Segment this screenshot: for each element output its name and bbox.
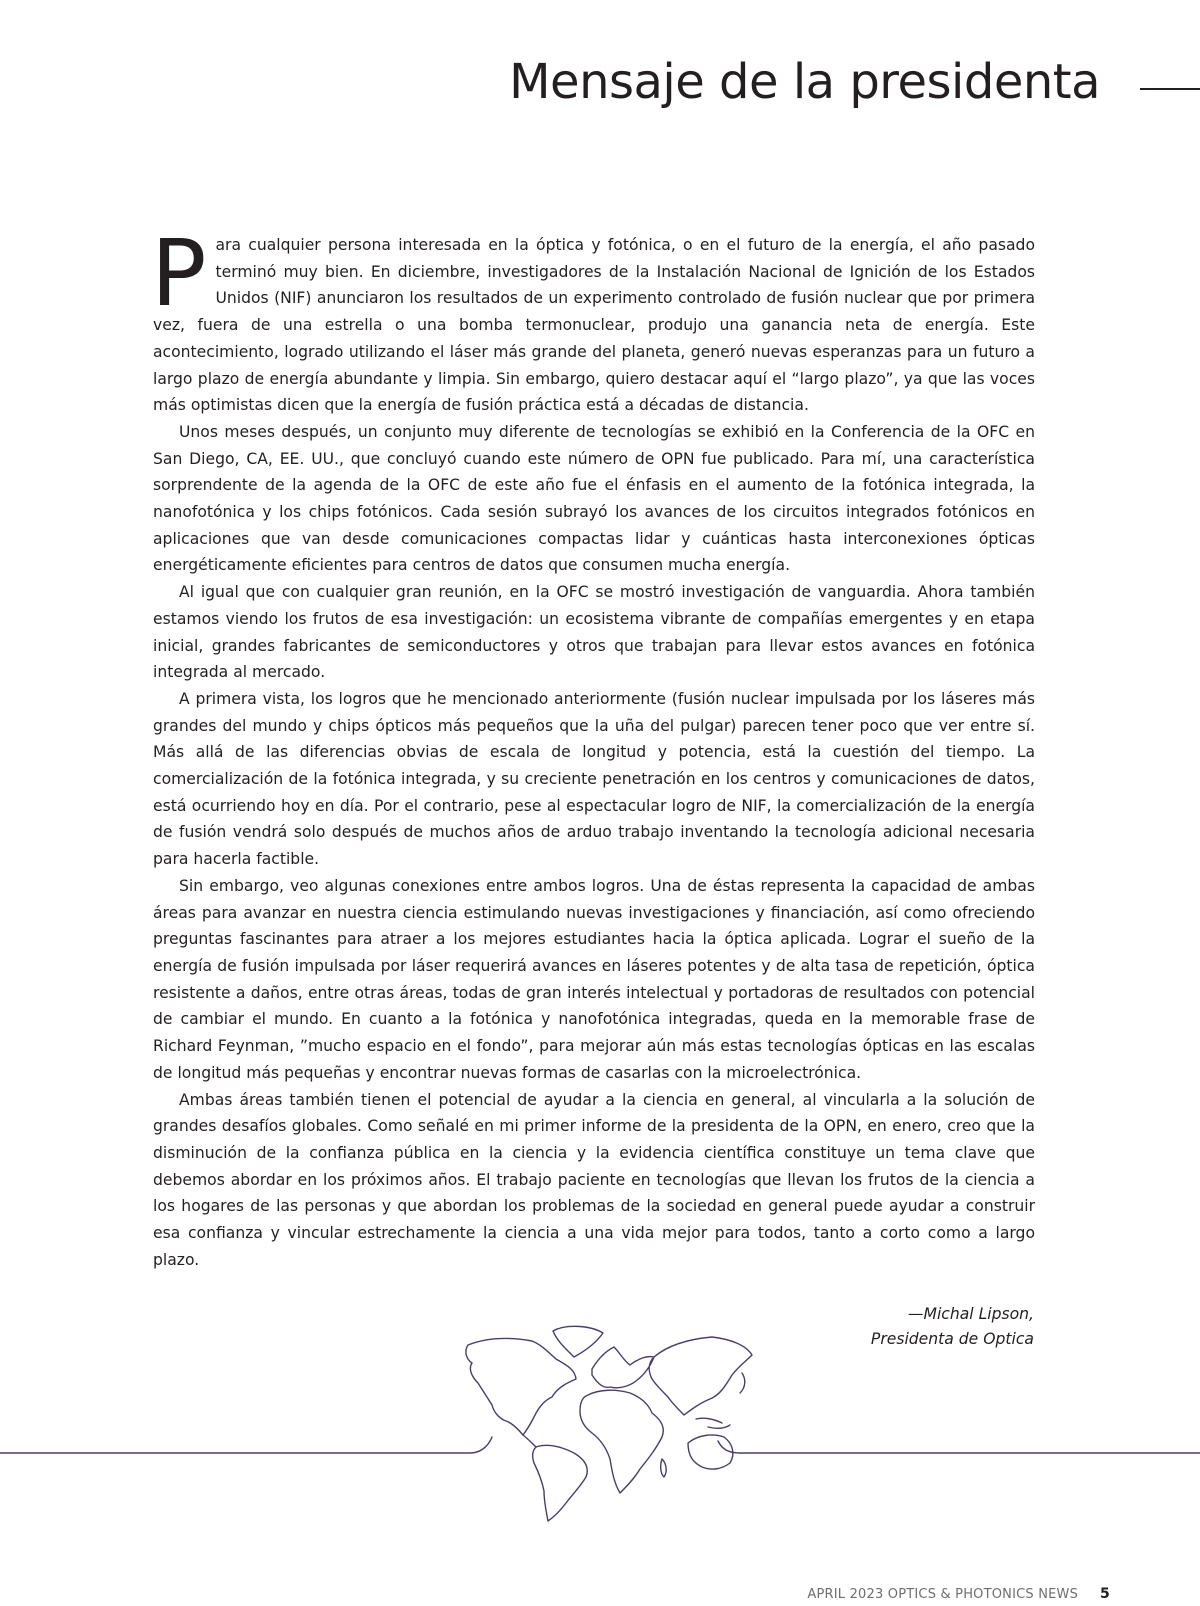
article-paragraph-4: A primera vista, los logros que he mencionado anteriormente (fusión nuclear impulsada por los láseres más grandes del mundo y chips ópticos más pequeños que la uña del pulgar) parecen tener poco que ver entre sí. Más allá de las diferencias obvias de escala de longitud y potencia, está la cuestión del tiempo. La comercialización de la fotónica integrada, y su creciente penetración en los centros y comunicaciones de datos, está ocurriendo hoy en día. Por el contrario, pese al espectacular logro de NIF, la comercialización de la energía de fusión vendrá solo después de muchos años de arduo trabajo inventando la tecnología adicional necesaria para hacerla factible. bbox=[153, 689, 1035, 869]
greenland-shape bbox=[553, 1326, 603, 1357]
indonesia-shape bbox=[696, 1418, 730, 1428]
horizon-line-right bbox=[718, 1441, 1200, 1453]
horizon-line-left bbox=[0, 1437, 492, 1453]
asia-shape bbox=[649, 1337, 752, 1415]
world-map-icon bbox=[0, 1325, 1200, 1525]
north-america-shape bbox=[466, 1338, 576, 1435]
signature-name: —Michal Lipson, bbox=[907, 1305, 1034, 1323]
title-rule bbox=[1140, 88, 1200, 90]
drop-cap: P bbox=[151, 220, 207, 327]
page-number: 5 bbox=[1100, 1586, 1110, 1602]
article-body bbox=[151, 220, 1035, 1273]
article-paragraph-5: Sin embargo, veo algunas conexiones entre ambos logros. Una de éstas representa la capacidad de ambas áreas para avanzar en nuestra ciencia estimulando nuevas investigaciones y financiación, así como ofreciendo preguntas fascinantes para atraer a los mejores estudiantes hacia la óptica aplicada. Lograr el sueño de la energía de fusión impulsada por láser requerirá avances en láseres potentes y de alta tasa de repetición, óptica resistente a daños, entre otras áreas, todas de gran interés intelectual y portadoras de resultados con potencial de cambiar el mundo. En cuanto a la fotónica y nanofotónica integradas, queda en la memorable frase de Richard Feynman, ”mucho espacio en el fondo”, para mejorar aún más estas tecnologías ópticas en las escalas de longitud más pequeñas y encontrar nuevas formas de casarlas con la microelectrónica. bbox=[153, 876, 1035, 1082]
australia-shape bbox=[688, 1435, 733, 1469]
europe-shape bbox=[592, 1347, 654, 1388]
article-paragraph-1 bbox=[151, 220, 1035, 419]
central-america-shape bbox=[523, 1435, 536, 1447]
africa-shape bbox=[580, 1390, 663, 1493]
article-paragraph-3: Al igual que con cualquier gran reunión, en la OFC se mostró investigación de vanguardia. Ahora también estamos viendo los frutos de esa investigación: un ecosistema vibrante de compañías emergentes y en etapa inicial, grandes fabricantes de semiconductores y otros que trabajan para llevar estos avances en fotónica integrada al mercado. bbox=[153, 583, 1035, 682]
article-paragraph-1-text: ara cualquier persona interesada en la óptica y fotónica, o en el futuro de la energía, el año pasado terminó muy bien. En diciembre, investigadores de la Instalación Nacional de Ignición de los Estados Unidos (NIF) anunciaron los resultados de un experimento controlado de fusión nuclear que por primera vez, fuera de una estrella o una bomba termonuclear, produjo una ganancia neta de energía. Este acontecimiento, logrado utilizando el láser más grande del planeta, generó nuevas esperanzas para un futuro a largo plazo de energía abundante y limpia. Sin embargo, quiero destacar aquí el “largo plazo”, ya que las voces más optimistas dicen que la energía de fusión práctica está a décadas de distancia. bbox=[153, 236, 1035, 415]
signature-role: Presidenta de Optica bbox=[870, 1330, 1034, 1348]
article-paragraph-6: Ambas áreas también tienen el potencial de ayudar a la ciencia en general, al vincularla a la solución de grandes desafíos globales. Como señalé en mi primer informe de la presidenta de la OPN, en enero, creo que la disminución de la confianza pública en la ciencia y la evidencia científica constituye un tema clave que debemos abordar en los próximos años. El trabajo paciente en tecnologías que llevan los frutos de la ciencia a los hogares de las personas y que abordan los problemas de la sociedad en general puede ayudar a construir esa confianza y vincular estrechamente la ciencia a una vida mejor para todos, tanto a corto como a largo plazo. bbox=[153, 1090, 1035, 1269]
madagascar-shape bbox=[661, 1459, 666, 1477]
page-title: Mensaje de la presidenta bbox=[509, 54, 1100, 110]
article-paragraph-2: Unos meses después, un conjunto muy diferente de tecnologías se exhibió en la Conferencia de la OFC en San Diego, CA, EE. UU., que concluyó cuando este número de OPN fue publicado. Para mí, una característica sorprendente de la agenda de la OFC de este año fue el énfasis en el aumento de la fotónica integrada, la nanofotónica y los chips fotónicos. Cada sesión subrayó los avances de los circuitos integrados fotónicos en aplicaciones que van desde comunicaciones compactas lidar y cuánticas hasta interconexiones ópticas energéticamente eficientes para centros de datos que consumen mucha energía. bbox=[153, 422, 1035, 575]
footer-publication: APRIL 2023 OPTICS & PHOTONICS NEWS bbox=[807, 1587, 1079, 1602]
page-footer bbox=[807, 1586, 1110, 1602]
japan-shape bbox=[740, 1373, 745, 1393]
south-america-shape bbox=[533, 1445, 588, 1521]
